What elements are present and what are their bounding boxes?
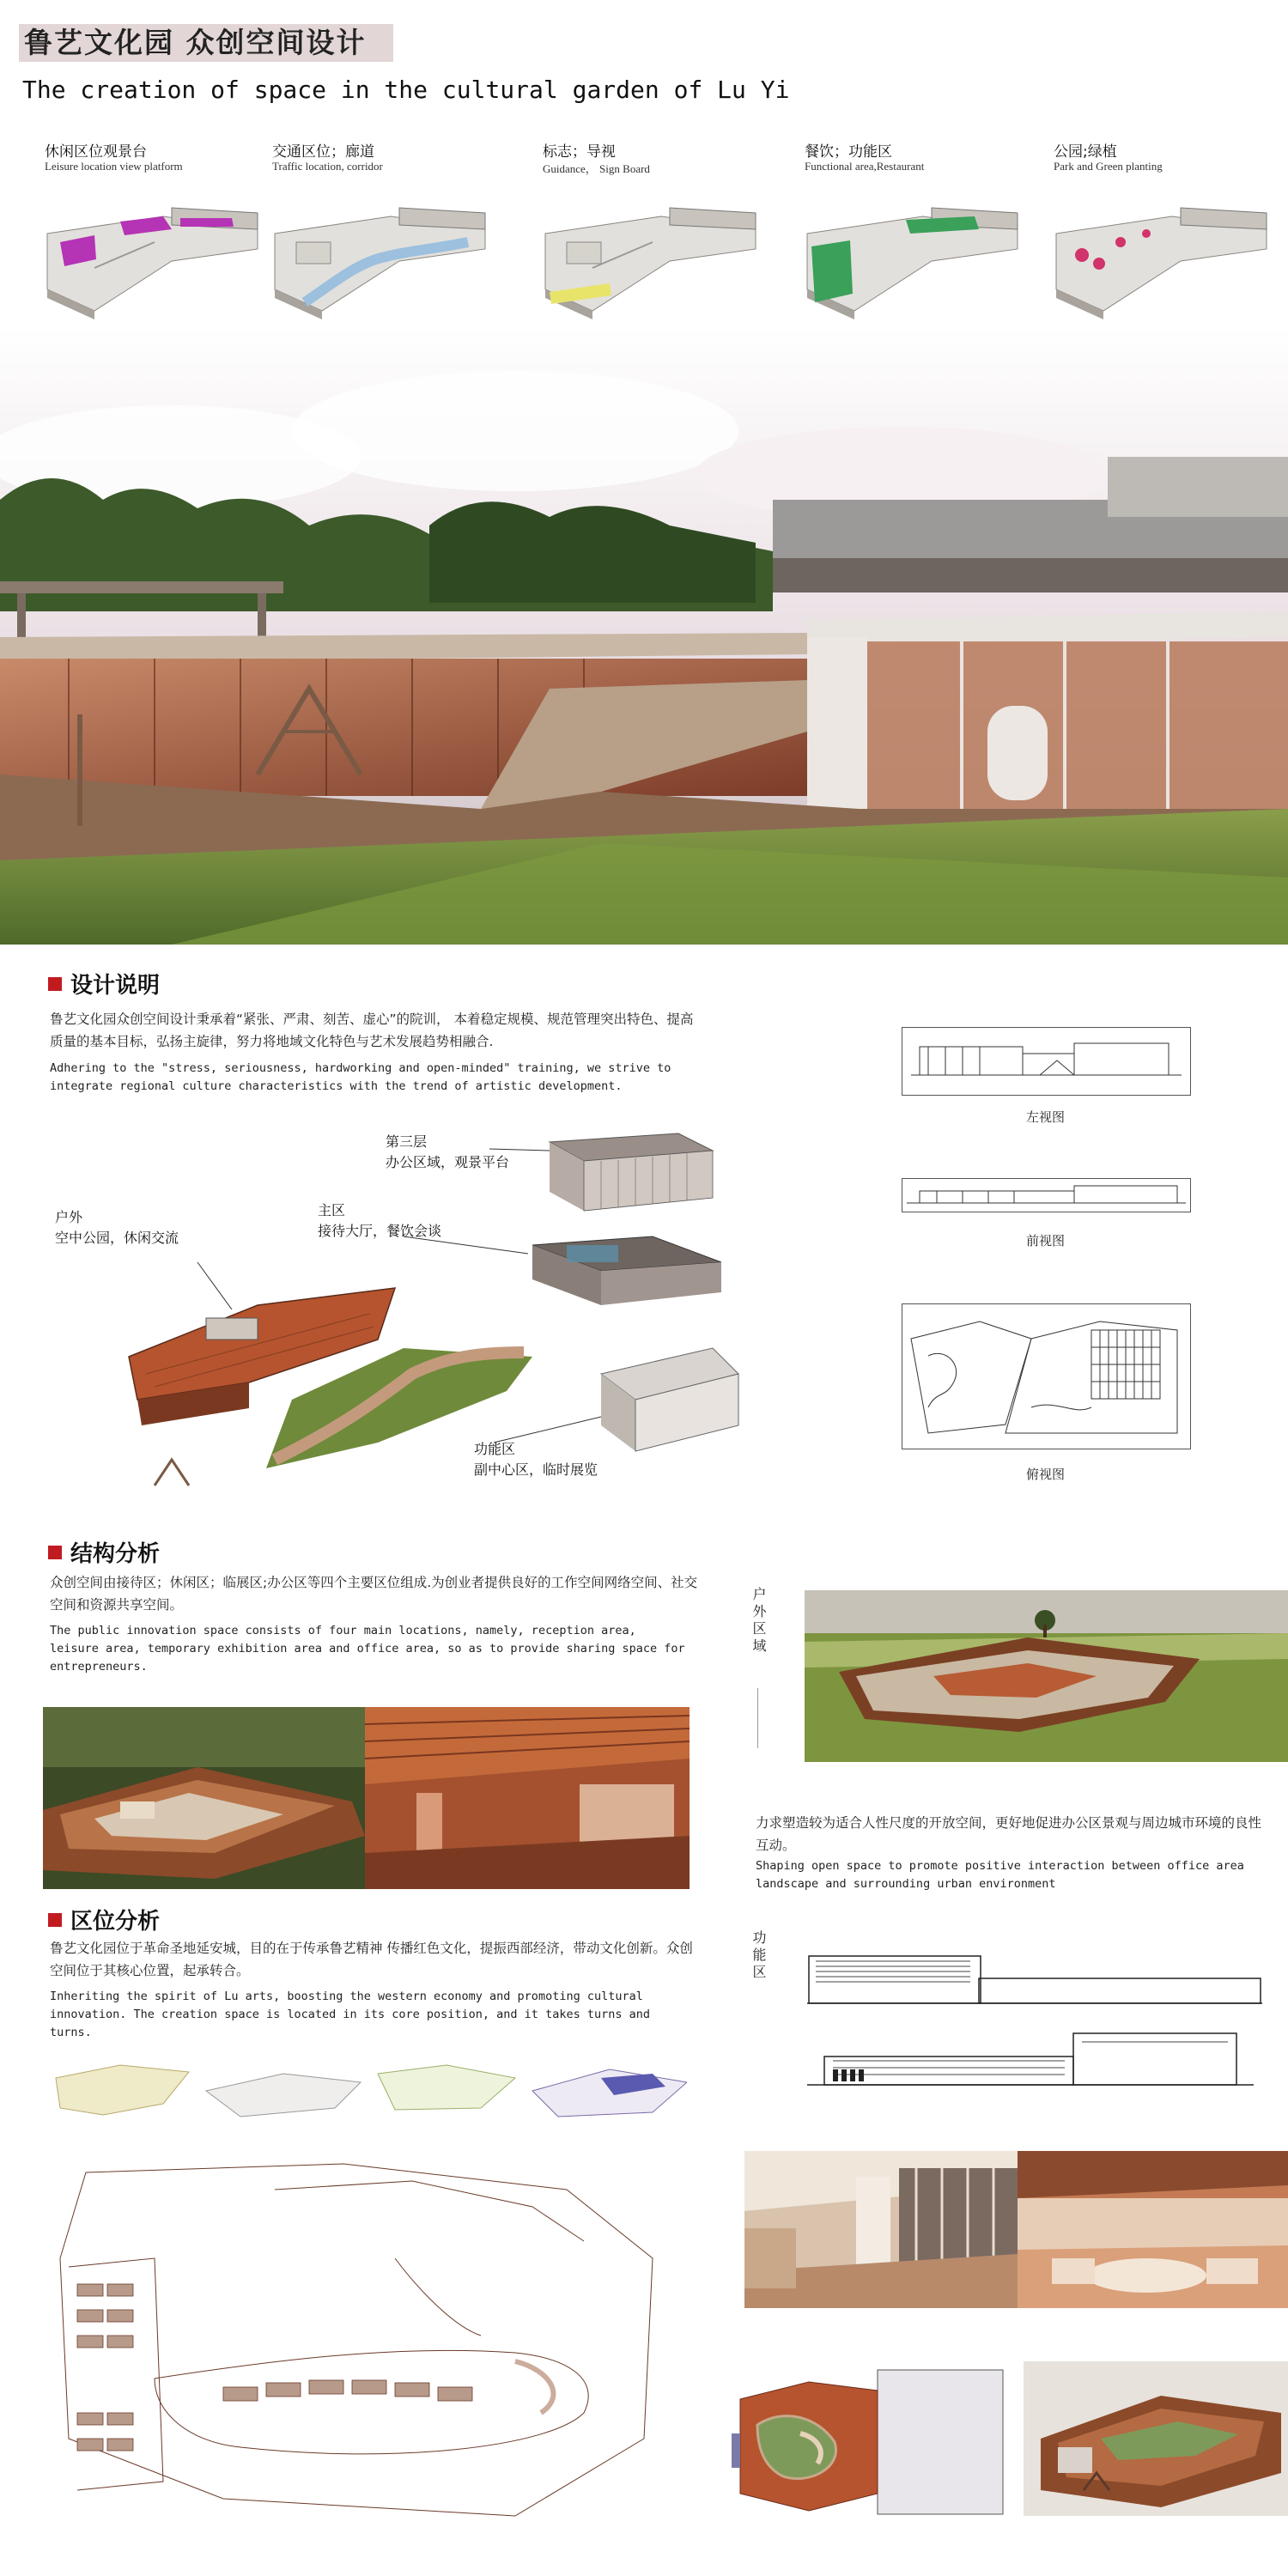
zone-view-label-en: Leisure location view platform xyxy=(45,160,183,173)
aerial-render xyxy=(1024,2361,1288,2516)
zone-view-label-en: Functional area,Restaurant xyxy=(805,160,925,173)
function-area-label: 功能区 xyxy=(750,1930,767,1982)
location-mini-diagrams xyxy=(52,2057,687,2121)
zone-view-leisure xyxy=(43,137,266,322)
page-title-cn: 鲁艺文化园 众创空间设计 xyxy=(19,24,393,62)
design-description-cn: 鲁艺文化园众创空间设计秉承着“紧张、严肃、刻苦、虚心”的院训， 本着稳定规模、规范管理突出特色、提高质量的基本目标，弘扬主旋律，努力将地域文化特色与艺术发展趋势相融合. xyxy=(50,1012,694,1049)
zone-view-label-en: Park and Green planting xyxy=(1054,160,1163,173)
front-elevation-drawing xyxy=(902,1178,1191,1212)
structure-render-exterior xyxy=(43,1707,365,1889)
divider xyxy=(757,1688,758,1748)
front-view-caption: 前视图 xyxy=(1025,1233,1065,1249)
section-heading-structure xyxy=(48,1536,160,1568)
zone-view-label-cn: 餐饮；功能区 xyxy=(805,143,892,161)
square-bullet-icon xyxy=(48,1546,62,1559)
interior-render-lobby xyxy=(744,2151,1018,2308)
top-view-caption: 俯视图 xyxy=(1025,1467,1065,1482)
structure-right-description-en: Shaping open space to promote positive interaction between office area landscape and surrounding urban environment xyxy=(756,1859,1244,1891)
top-plan-drawing xyxy=(902,1303,1191,1449)
zone-view-label-cn: 休闲区位观景台 xyxy=(45,143,147,161)
annotation-title: 主区 xyxy=(318,1202,346,1218)
annotation-function-area xyxy=(474,1439,598,1480)
zone-view-traffic xyxy=(270,137,494,322)
zone-model-image xyxy=(541,182,764,319)
structure-description-en: The public innovation space consists of four main locations, namely, reception area, leisure area, temporary exhibition area and office area, so as to provide sharing space for entrepreneurs. xyxy=(50,1624,685,1674)
zone-view-label-cn: 交通区位；廊道 xyxy=(272,143,374,161)
section-heading-design xyxy=(48,968,160,999)
annotation-title: 第三层 xyxy=(386,1133,428,1150)
interior-render-lounge xyxy=(1018,2151,1288,2308)
zone-model-image xyxy=(270,182,494,319)
location-description-cn: 鲁艺文化园位于革命圣地延安城，目的在于传承鲁艺精神 传播红色文化，提振西部经济，带动文化创新。众创空间位于其核心位置，起承转合。 xyxy=(50,1941,693,1978)
annotation-outdoor xyxy=(55,1207,179,1249)
structure-description-cn: 众创空间由接待区；休闲区；临展区;办公区等四个主要区位组成.为创业者提供良好的工作空间网络空间、社交空间和资源共享空间。 xyxy=(50,1575,698,1613)
zone-view-label-en: Traffic location, corridor xyxy=(272,160,383,173)
section-heading-location xyxy=(48,1904,160,1935)
annotation-desc: 办公区域，观景平台 xyxy=(386,1154,510,1170)
structure-right-description-cn: 力求塑造较为适合人性尺度的开放空间，更好地促进办公区景观与周边城市环境的良性互动。 xyxy=(756,1815,1262,1853)
zone-views-row xyxy=(43,137,1288,322)
zone-model-image xyxy=(1052,182,1275,319)
left-view-caption: 左视图 xyxy=(1025,1109,1065,1125)
square-bullet-icon xyxy=(48,977,62,991)
annotation-title: 功能区 xyxy=(474,1441,516,1457)
exploded-axonometric-diagram xyxy=(120,1116,824,1494)
zone-view-label-cn: 标志；导视 xyxy=(543,143,616,161)
zone-model-image xyxy=(43,182,266,319)
page-title-en: The creation of space in the cultural garden of Lu Yi xyxy=(22,76,790,104)
square-bullet-icon xyxy=(48,1913,62,1927)
function-area-elevations xyxy=(807,1949,1271,2104)
structure-render-interior xyxy=(365,1707,690,1889)
zone-view-label-cn: 公园;绿植 xyxy=(1054,143,1117,161)
section-heading-text: 区位分析 xyxy=(70,1909,161,1935)
outdoor-area-label: 户外区域 xyxy=(750,1587,767,1656)
site-master-plan xyxy=(52,2155,678,2524)
annotation-third-floor xyxy=(386,1132,509,1173)
zone-view-label-en: Guidance， Sign Board xyxy=(543,162,650,175)
annotation-desc: 副中心区，临时展览 xyxy=(474,1461,598,1478)
zone-view-park xyxy=(1052,137,1275,322)
roof-plan-render xyxy=(732,2365,1008,2519)
zone-model-image xyxy=(803,182,1026,319)
section-heading-text: 设计说明 xyxy=(70,973,161,999)
annotation-title: 户外 xyxy=(55,1209,83,1225)
annotation-desc: 接待大厅，餐饮会谈 xyxy=(318,1223,442,1239)
location-description-en: Inheriting the spirit of Lu arts, boosting the western economy and promoting cultural innovation. The creation space is located in its core position, and it takes turns and turns. xyxy=(50,1990,650,2039)
left-elevation-drawing xyxy=(902,1027,1191,1096)
annotation-desc: 空中公园，休闲交流 xyxy=(55,1230,179,1246)
section-heading-text: 结构分析 xyxy=(70,1541,161,1567)
zone-view-guidance xyxy=(541,137,764,322)
outdoor-area-render xyxy=(805,1590,1288,1762)
annotation-main-area xyxy=(318,1200,441,1242)
zone-view-restaurant xyxy=(803,137,1026,322)
design-description-en: Adhering to the "stress, seriousness, hardworking and open-minded" training, we strive to integrate regional culture characteristics with the trend of artistic development. xyxy=(50,1061,671,1093)
hero-render-image xyxy=(0,328,1288,945)
